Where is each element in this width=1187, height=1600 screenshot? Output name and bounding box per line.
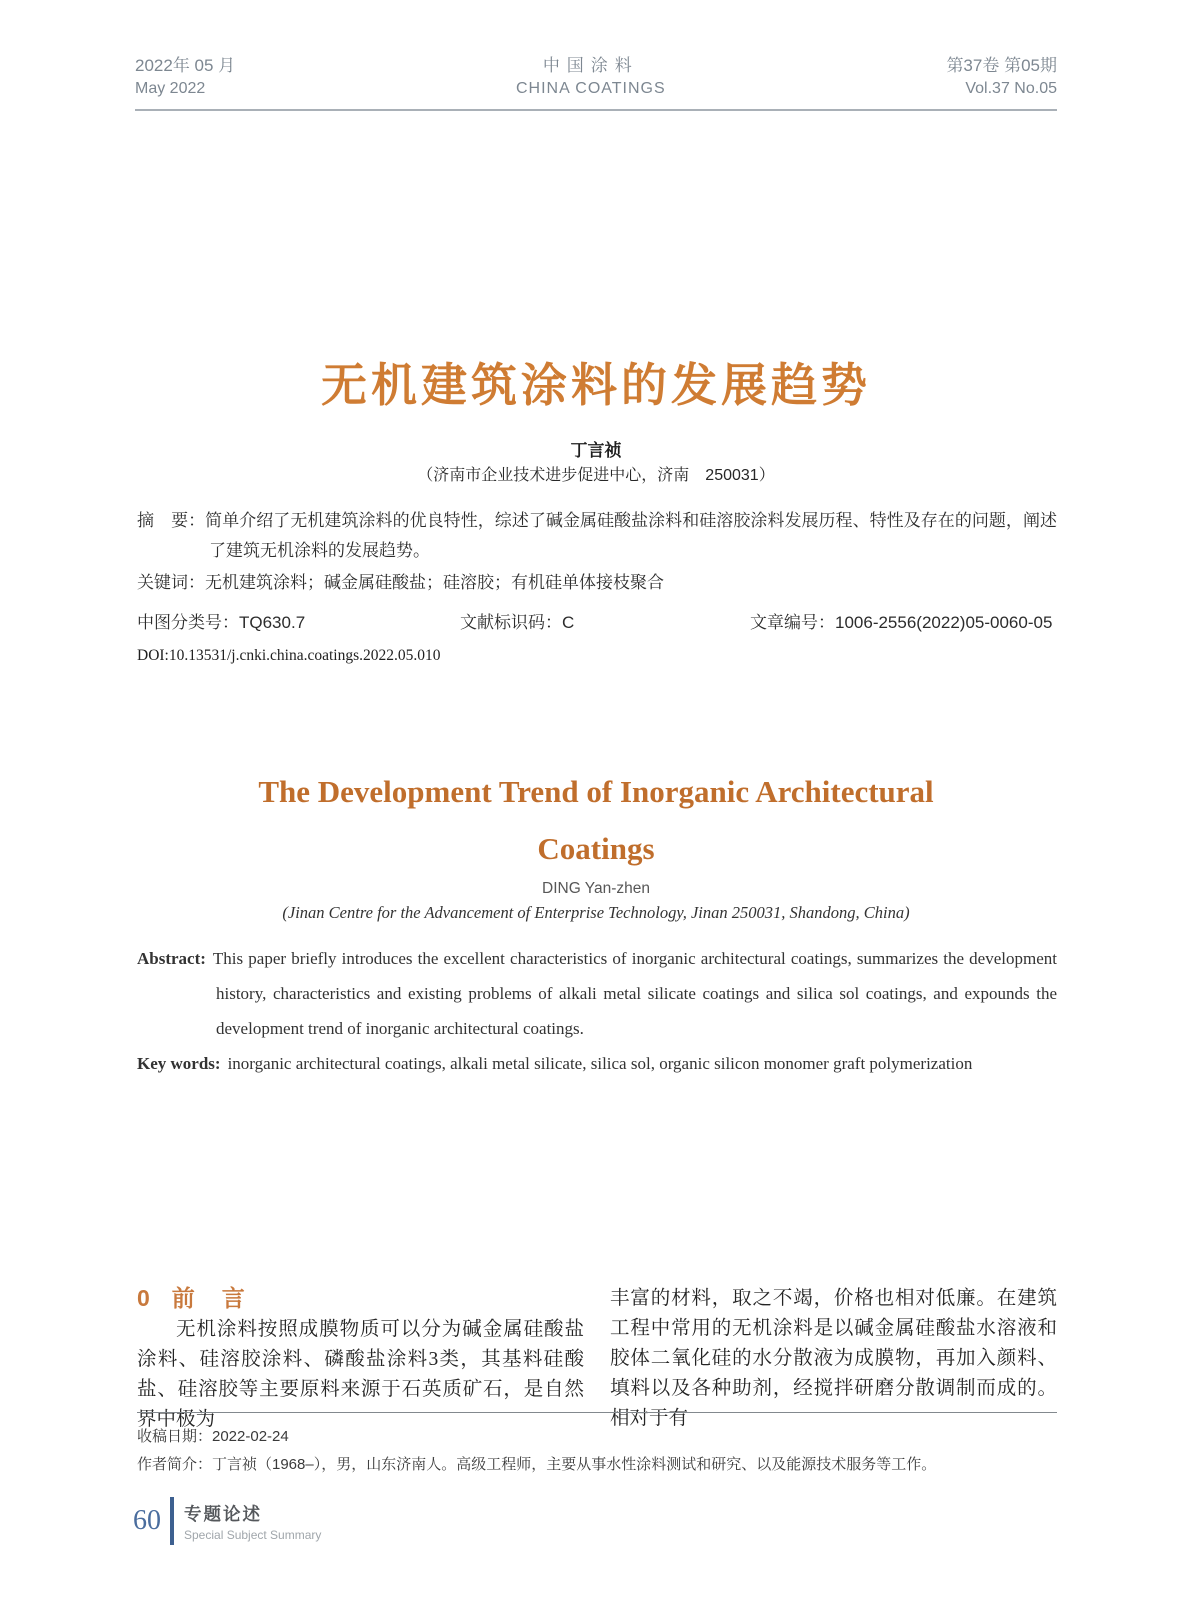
classification-row — [137, 610, 1057, 636]
keywords-cn — [137, 568, 1057, 598]
clc-number: 中图分类号：TQ630.7 — [137, 612, 306, 632]
header-date-en: May 2022 — [135, 80, 206, 97]
keywords-text-en: inorganic architectural coatings, alkali metal silicate, silica sol, organic silicon monomer graft polymerization — [227, 1054, 973, 1073]
keywords-text-cn: 无机建筑涂料；碱金属硅酸盐；硅溶胶；有机硅单体接枝聚合 — [205, 573, 664, 592]
abstract-label-en: Abstract: — [137, 949, 206, 968]
article-id: 文章编号：1006-2556(2022)05-0060-05 — [750, 612, 1053, 632]
abstract-text-cn: 简单介绍了无机建筑涂料的优良特性，综述了碱金属硅酸盐涂料和硅溶胶涂料发展历程、特性及存在的问题，阐述了建筑无机涂料的发展趋势。 — [205, 511, 1058, 560]
article-title-en-line2: Coatings — [537, 831, 655, 866]
journal-name — [516, 54, 666, 100]
chinese-meta-block — [137, 506, 1057, 665]
footnotes — [137, 1423, 1057, 1478]
header-issue-cn: 第37卷 第05期 — [946, 56, 1057, 75]
column-label — [184, 1497, 321, 1545]
abstract-text-en: This paper briefly introduces the excellent characteristics of inorganic architectural coatings, summarizes the development history, characteristics and existing problems of alkali metal silicate coatings and silica sol coatings, and expounds the development trend of inorganic architectural coatings. — [212, 949, 1057, 1038]
english-meta-block — [137, 941, 1057, 1081]
author-bio: 作者简介：丁言祯（1968–），男，山东济南人。高级工程师，主要从事水性涂料测试和研究、以及能源技术服务等工作。 — [137, 1455, 937, 1473]
journal-header — [135, 54, 1057, 111]
affiliation-cn: （济南市企业技术进步促进中心，济南 250031） — [417, 467, 775, 484]
article-title-en — [135, 763, 1057, 877]
article-title-en-line1: The Development Trend of Inorganic Architectural — [258, 774, 934, 809]
column-label-en: Special Subject Summary — [184, 1527, 322, 1542]
affiliation-en: (Jinan Centre for the Advancement of Enterprise Technology, Jinan 250031, Shandong, China) — [282, 903, 910, 922]
section-heading — [137, 1283, 584, 1315]
abstract-label-cn: 摘 要： — [137, 511, 206, 530]
abstract-cn — [137, 506, 1057, 565]
header-date-cn: 2022年 05 月 — [135, 56, 236, 75]
page-number: 60 — [133, 1505, 161, 1536]
journal-name-en: CHINA COATINGS — [515, 80, 666, 97]
journal-name-cn: 中国涂料 — [542, 56, 639, 75]
column-label-cn: 专题论述 — [184, 1503, 262, 1524]
page-footer — [133, 1497, 321, 1545]
footnote-divider — [137, 1412, 1057, 1413]
keywords-en — [137, 1046, 1057, 1081]
header-issue — [946, 54, 1057, 100]
keywords-label-cn: 关键词： — [137, 573, 205, 592]
keywords-label-en: Key words: — [137, 1054, 221, 1073]
document-code: 文献标识码：C — [460, 612, 575, 632]
article-title-cn: 无机建筑涂料的发展趋势 — [321, 359, 871, 411]
header-date — [135, 54, 235, 100]
doi: DOI:10.13531/j.cnki.china.coatings.2022.05.010 — [137, 646, 441, 664]
section-number: 0 — [137, 1285, 150, 1311]
author-name-en: DING Yan-zhen — [542, 880, 650, 897]
footer-divider-bar — [170, 1497, 174, 1545]
received-date: 收稿日期：2022-02-24 — [137, 1428, 289, 1445]
header-issue-en: Vol.37 No.05 — [965, 80, 1057, 97]
body-paragraph-right: 丰富的材料，取之不竭，价格也相对低廉。在建筑工程中常用的无机涂料是以碱金属硅酸盐水溶液和胶体二氧化硅的水分散液为成膜物，再加入颜料、填料以及各种助剂，经搅拌研磨分散调制而成的。相对于有 — [610, 1288, 1057, 1429]
body-paragraph-left: 无机涂料按照成膜物质可以分为碱金属硅酸盐涂料、硅溶胶涂料、磷酸盐涂料3类，其基料硅酸盐、硅溶胶等主要原料来源于石英质矿石，是自然界中极为 — [137, 1319, 584, 1430]
author-name-cn: 丁言祯 — [570, 441, 622, 460]
abstract-en — [137, 941, 1057, 1046]
section-title: 前 言 — [171, 1285, 247, 1311]
